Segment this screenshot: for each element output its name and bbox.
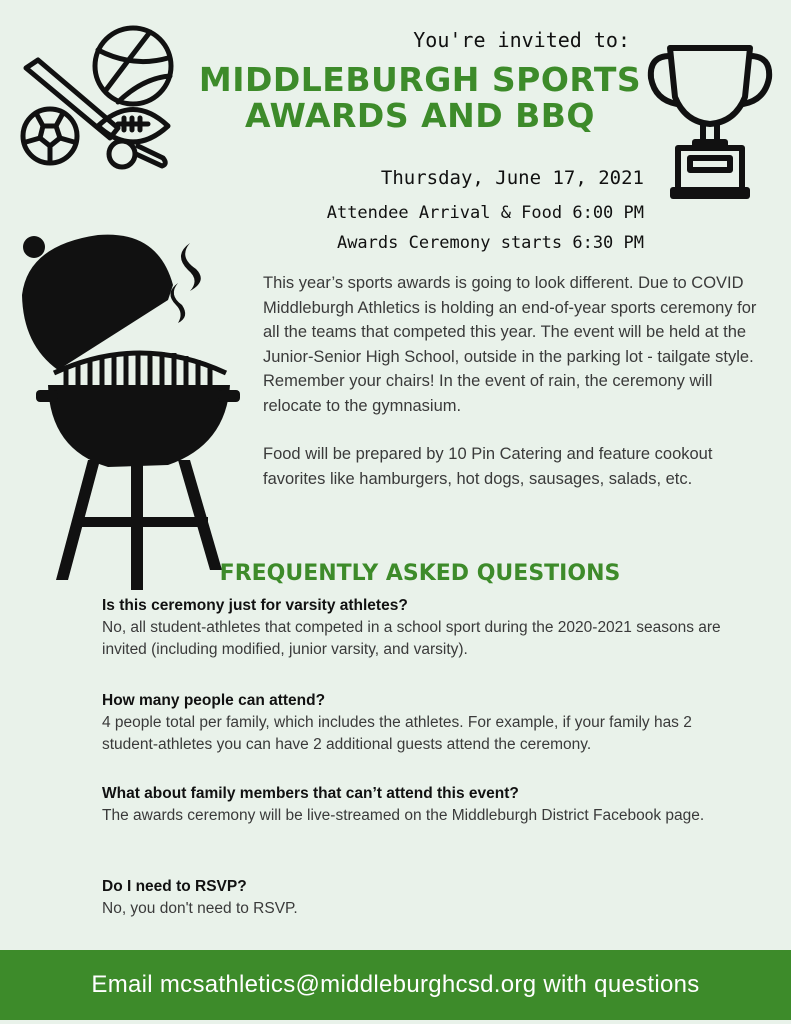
faq-question: What about family members that can’t attend this event? <box>102 785 519 802</box>
faq-item <box>102 690 742 756</box>
faq-heading: FREQUENTLY ASKED QUESTIONS <box>219 561 621 586</box>
faq-question: Do I need to RSVP? <box>102 878 247 895</box>
event-date: Thursday, June 17, 2021 <box>380 167 644 189</box>
faq-answer: The awards ceremony will be live-streamed on the Middleburgh District Facebook page. <box>102 807 705 824</box>
faq-answer: No, you don't need to RSVP. <box>102 900 298 917</box>
faq-question: Is this ceremony just for varsity athletes? <box>102 597 408 614</box>
arrival-time: Attendee Arrival & Food 6:00 PM <box>326 203 644 223</box>
faq-question: How many people can attend? <box>102 692 326 709</box>
description-paragraph-2: Food will be prepared by 10 Pin Catering and feature cookout favorites like hamburgers, hot dogs, sausages, salads, etc. <box>263 445 713 488</box>
event-description <box>263 271 773 491</box>
description-paragraph-1: This year’s sports awards is going to look different. Due to COVID Middleburgh Athletics is holding an end-of-year sports ceremony for all the teams that competed this year. The event will be held at the Junior-Senior High School, outside in the parking lot - tailgate style. Remember your chairs! In the event of rain, the ceremony will relocate to the gymnasium. <box>263 274 757 415</box>
faq-item <box>102 876 742 920</box>
grill-icon <box>18 225 248 590</box>
invite-line: You're invited to: <box>413 28 630 52</box>
faq-answer: 4 people total per family, which includes the athletes. For example, if your family has 2 student-athletes you can have 2 additional guests attend the ceremony. <box>102 714 692 753</box>
contact-email-text: Email mcsathletics@middleburghcsd.org with questions <box>91 971 700 998</box>
faq-item <box>102 595 742 661</box>
event-title <box>150 62 690 134</box>
title-line-1: MIDDLEBURGH SPORTS <box>198 60 642 99</box>
faq-answer: No, all student-athletes that competed in a school sport during the 2020-2021 seasons are invited (including modified, junior varsity, and varsity). <box>102 619 721 658</box>
ceremony-time: Awards Ceremony starts 6:30 PM <box>336 233 644 253</box>
footer-banner <box>0 950 791 1020</box>
title-line-2: AWARDS AND BBQ <box>245 96 595 135</box>
faq-item <box>102 783 742 827</box>
